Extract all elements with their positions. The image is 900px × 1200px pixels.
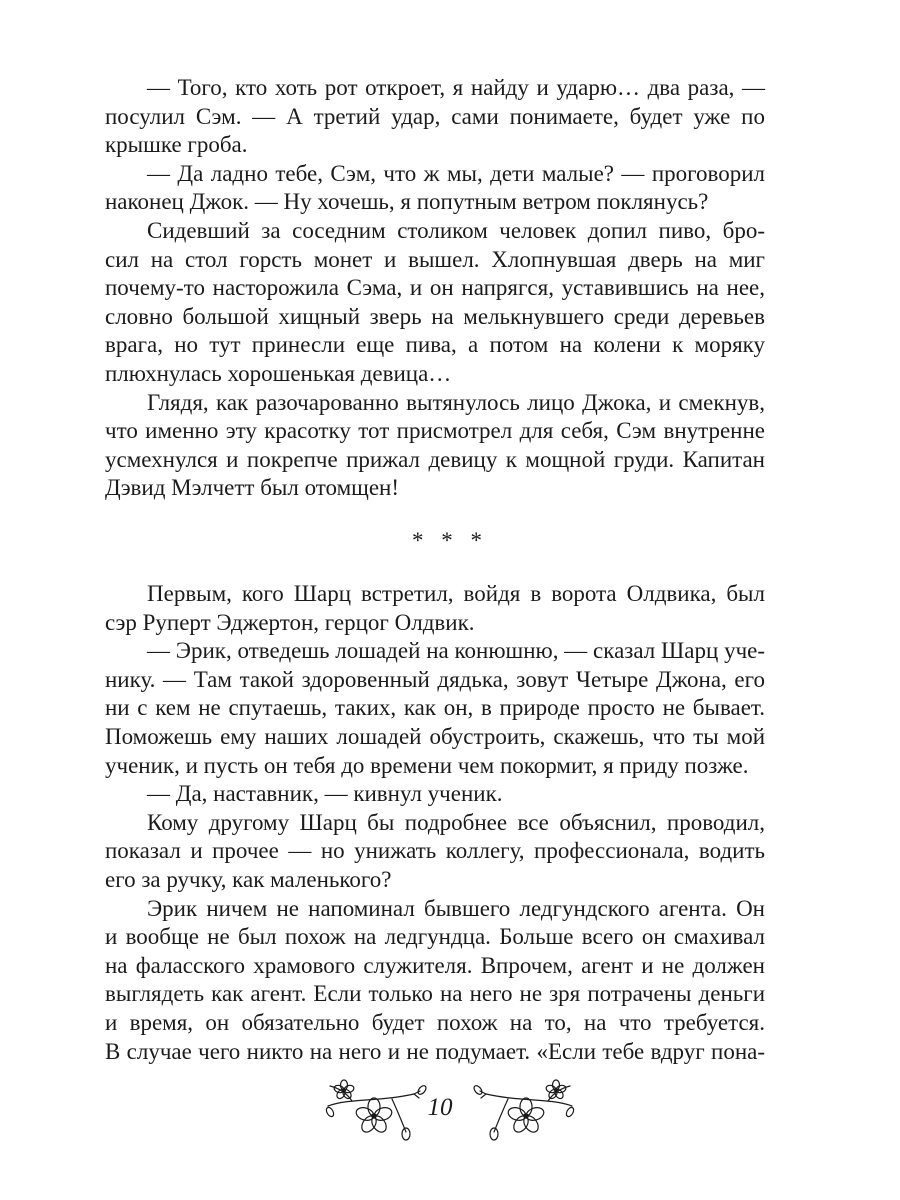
text-line: посулил Сэм. — А третий удар, сами понимаете, будет уже по [105, 103, 765, 129]
text-line: крышке гроба. [105, 132, 248, 158]
text-line: что именно эту красотку тот присмотрел для себя, Сэм внутренне [105, 418, 765, 444]
text-line: усмехнулся и покрепче прижал девицу к мощной груди. Капитан [105, 446, 765, 472]
page-footer [0, 1072, 900, 1152]
text-line: ни с кем не спутаешь, таких, как он, в природе просто не бывает. [105, 695, 765, 721]
text-line: Эрик ничем не напоминал бывшего ледгундского агента. Он [147, 895, 765, 921]
text-line: Дэвид Мэлчетт был отомщен! [105, 475, 400, 501]
text-line: — Того, кто хоть рот откроет, я найду и ударю… два раза, — [147, 75, 765, 100]
blossom-branch-icon [466, 1072, 578, 1144]
text-line: Сидевший за соседним столиком человек допил пиво, бро- [147, 217, 765, 243]
text-line: словно большой хищный зверь на мелькнувшего среди деревьев [105, 303, 765, 329]
text-line: сил на стол горсть монет и вышел. Хлопнувшая дверь на миг [105, 246, 765, 272]
text-line: Кому другому Шарц бы подробнее все объяснил, проводил, [147, 809, 765, 835]
text-line: — Да ладно тебе, Сэм, что ж мы, дети малые? — проговорил [147, 160, 765, 186]
section-2-text [105, 580, 765, 1066]
text-line: — Эрик, отведешь лошадей на конюшню, — сказал Шарц уче- [147, 638, 765, 664]
text-line: выглядеть как агент. Если только на него не зря потрачены деньги [105, 981, 765, 1007]
text-line: почему-то насторожила Сэма, и он напрягся, уставившись на нее, [105, 275, 765, 301]
text-line: — Да, наставник, — кивнул ученик. [147, 781, 503, 807]
text-line: наконец Джок. — Ну хочешь, я попутным ветром поклянусь? [105, 189, 709, 215]
text-line: и вообще не был похож на ледгундца. Больше всего он смахивал [105, 924, 765, 950]
text-line: на фаласского храмового служителя. Впрочем, агент и не должен [105, 952, 765, 978]
text-line: плюхнулась хорошенькая девица… [105, 360, 452, 386]
text-line: ученик, и пусть он тебя до времени чем покормит, я приду позже. [105, 752, 749, 778]
page-number: 10 [427, 1094, 453, 1121]
section-1-text [105, 74, 765, 503]
text-line: врага, но тут принесли еще пива, а потом на колени к моряку [105, 332, 765, 358]
text-line: и время, он обязательно будет похож на то, на что требуется. [105, 1009, 765, 1035]
blossom-branch-icon [322, 1072, 434, 1144]
text-line: Глядя, как разочарованно вытянулось лицо Джока, и смекнув, [147, 389, 765, 415]
text-line: сэр Руперт Эджертон, герцог Олдвик. [105, 609, 475, 635]
text-line: В случае чего никто на него и не подумает. «Если тебе вдруг пона- [105, 1038, 765, 1064]
text-line: показал и прочее — но унижать коллегу, профессионала, водить [105, 838, 765, 864]
text-line: Первым, кого Шарц встретил, войдя в ворота Олдвика, был [147, 581, 765, 606]
section-separator: * * * [412, 528, 488, 553]
text-line: нику. — Там такой здоровенный дядька, зовут Четыре Джона, его [105, 666, 765, 692]
text-line: его за ручку, как маленького? [105, 866, 392, 892]
text-line: Поможешь ему наших лошадей обустроить, скажешь, что ты мой [105, 723, 765, 749]
